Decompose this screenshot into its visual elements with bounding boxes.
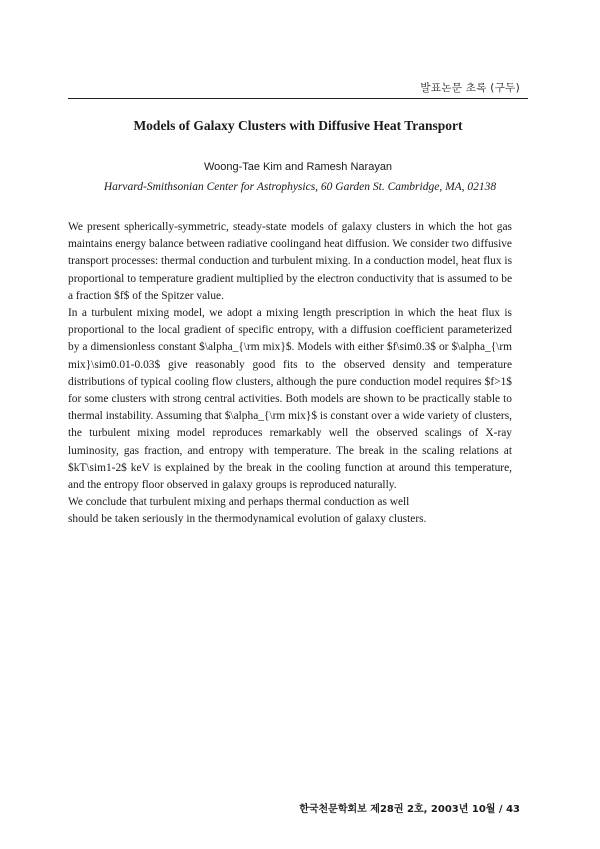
abstract-paragraph: In a turbulent mixing model, we adopt a mixing length prescription in which the heat flux is proportional to the local gradient of specific entropy, with a diffusion coefficient parameterized by a dimensionless constant $\alpha_{\rm mix}$. Models with either $f\sim0.3$ or $\alpha_{\rm mix}\sim0.01-0.03$ give reasonably good fits to the observed density and temperature distributions of typical cooling flow clusters, although the pure conduction model requires $f>1$ for some clusters with strong central activities. Both models are shown to be practically stable to thermal instability. Assuming that $\alpha_{\rm mix}$ is constant over a wide variety of clusters, the turbulent mixing model reproduces remarkably well the observed scalings of X-ray luminosity, gas fraction, and entropy with temperature. The break in the scaling relations at $kT\sim1-2$ keV is explained by the break in the cooling function at around this temperature, and the entropy floor observed in galaxy groups is reproduced naturally. <box>68 307 512 492</box>
header-rule <box>68 98 528 99</box>
abstract-paragraph: should be taken seriously in the thermodynamical evolution of galaxy clusters. <box>68 513 427 526</box>
journal-citation: 한국천문학회보 제28권 2호, 2003년 10월 / 43 <box>299 804 520 815</box>
paper-affiliation: Harvard-Smithsonian Center for Astrophysics, 60 Garden St. Cambridge, MA, 02138 <box>103 181 497 193</box>
abstract-paragraph: We present spherically-symmetric, steady-state models of galaxy clusters in which the hot gas maintains energy balance between radiative coolingand heat diffusion. We consider two diffusive transport processes: thermal conduction and turbulent mixing. In a conduction model, heat flux is proportional to temperature gradient multiplied by the electron conductivity that is assumed to be a fraction $f$ of the Spitzer value. <box>68 221 512 302</box>
paper-title: Models of Galaxy Clusters with Diffusive Heat Transport <box>133 118 463 133</box>
abstract-body <box>68 219 512 529</box>
paper-authors: Woong-Tae Kim and Ramesh Narayan <box>203 161 393 173</box>
abstract-paragraph: We conclude that turbulent mixing and perhaps thermal conduction as well <box>68 496 410 509</box>
section-label: 발표논문 초록 (구두) <box>420 82 520 94</box>
